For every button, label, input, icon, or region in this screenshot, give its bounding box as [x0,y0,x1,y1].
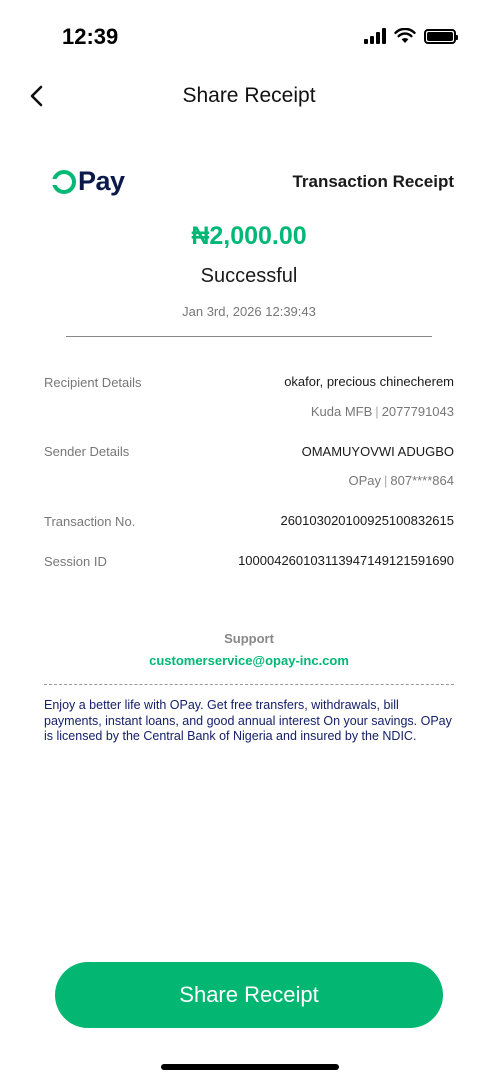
status-icons [364,28,456,44]
transaction-datetime: Jan 3rd, 2026 12:39:43 [182,304,316,319]
separator: | [375,404,379,419]
receipt-type-label: Transaction Receipt [292,172,454,191]
sender-bank-account [348,473,454,488]
session-id-label: Session ID [44,554,107,569]
transaction-no-value: 260103020100925100832615 [280,513,454,528]
support-label: Support [224,631,274,646]
transaction-status: Successful [200,265,298,287]
wifi-icon [394,28,416,44]
sender-name: OMAMUYOVWI ADUGBO [301,444,454,459]
sender-bank: OPay [348,473,381,488]
battery-fill [427,32,453,41]
cellular-signal-icon [364,28,386,44]
nav-bar [0,70,498,124]
recipient-bank-account [311,404,454,419]
battery-icon [424,29,456,44]
logo-text: Pay [78,166,125,196]
sender-label: Sender Details [44,444,130,459]
logo-o-mark [52,170,76,194]
session-id-value: 100004260103113947149121591690 [238,553,454,568]
recipient-name: okafor, precious chinecherem [284,374,454,389]
sender-account: 807****864 [390,473,454,488]
divider [66,336,432,337]
separator: | [383,473,388,488]
home-indicator [161,1064,339,1070]
footer-note: Enjoy a better life with OPay. Get free transfers, withdrawals, bill payments, instant loans, and good annual interest On your savings. OPay is licensed by the Central Bank of Nigeria and insured by the NDIC. [44,698,452,743]
recipient-label: Recipient Details [44,375,142,390]
share-receipt-button[interactable]: Share Receipt [55,962,443,1028]
support-email-link[interactable]: customerservice@opay-inc.com [149,653,349,668]
opay-logo [52,166,125,197]
status-time: 12:39 [62,24,119,49]
page-title: Share Receipt [182,84,316,107]
recipient-account: 2077791043 [381,404,454,419]
recipient-bank: Kuda MFB [310,404,373,419]
transaction-no-label: Transaction No. [44,514,136,529]
status-bar [0,0,498,70]
transaction-amount: ₦2,000.00 [191,222,307,250]
dashed-divider [44,684,454,685]
